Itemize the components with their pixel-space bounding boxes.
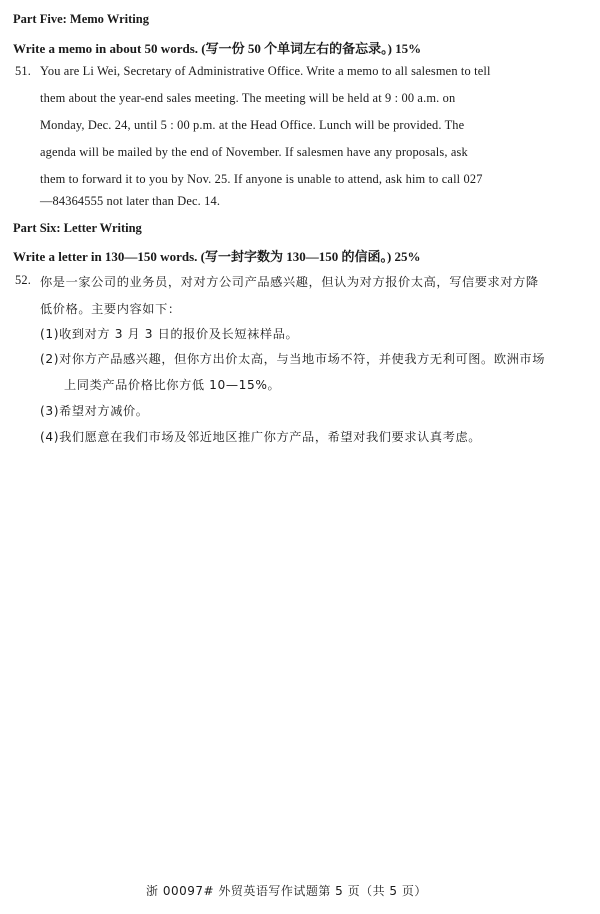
question-52-point-2-cont: 上同类产品价格比你方低 10—15%。 [64,378,281,392]
part5-heading: Part Five: Memo Writing [13,12,149,26]
question-51-number: 51. [15,64,31,78]
question-51-line-3: Monday, Dec. 24, until 5 : 00 p.m. at the Head Office. Lunch will be provided. The [40,118,465,132]
question-51-line-4: agenda will be mailed by the end of November. If salesmen have any proposals, ask [40,145,468,159]
question-52-point-1: (1)收到对方 3 月 3 日的报价及长短袜样品。 [40,327,299,341]
part6-heading: Part Six: Letter Writing [13,221,142,235]
question-51-line-2: them about the year-end sales meeting. The meeting will be held at 9 : 00 a.m. on [40,91,456,105]
question-52-number: 52. [15,273,31,287]
part6-instruction: Write a letter in 130—150 words. (写一封字数为 130—150 的信函。) 25% [13,249,421,264]
question-51-line-1: You are Li Wei, Secretary of Administrative Office. Write a memo to all salesmen to tell [40,64,491,78]
page-footer: 浙 00097# 外贸英语写作试题第 5 页（共 5 页） [146,884,427,898]
question-52-point-2: (2)对你方产品感兴趣，但你方出价太高，与当地市场不符，并使我方无利可图。欧洲市场 [40,352,545,366]
question-52-point-4: (4)我们愿意在我们市场及邻近地区推广你方产品，希望对我们要求认真考虑。 [40,430,482,444]
part5-instruction: Write a memo in about 50 words. (写一份 50 个单词左右的备忘录。) 15% [13,41,422,56]
question-51-line-5: them to forward it to you by Nov. 25. If anyone is unable to attend, ask him to call 027 [40,172,483,186]
question-51-line-6: —84364555 not later than Dec. 14. [40,194,221,208]
question-52-point-3: (3)希望对方减价。 [40,404,149,418]
question-52-intro-line-2: 低价格。主要内容如下： [40,302,181,316]
question-52-intro-line-1: 你是一家公司的业务员，对对方公司产品感兴趣，但认为对方报价太高，写信要求对方降 [40,275,539,289]
